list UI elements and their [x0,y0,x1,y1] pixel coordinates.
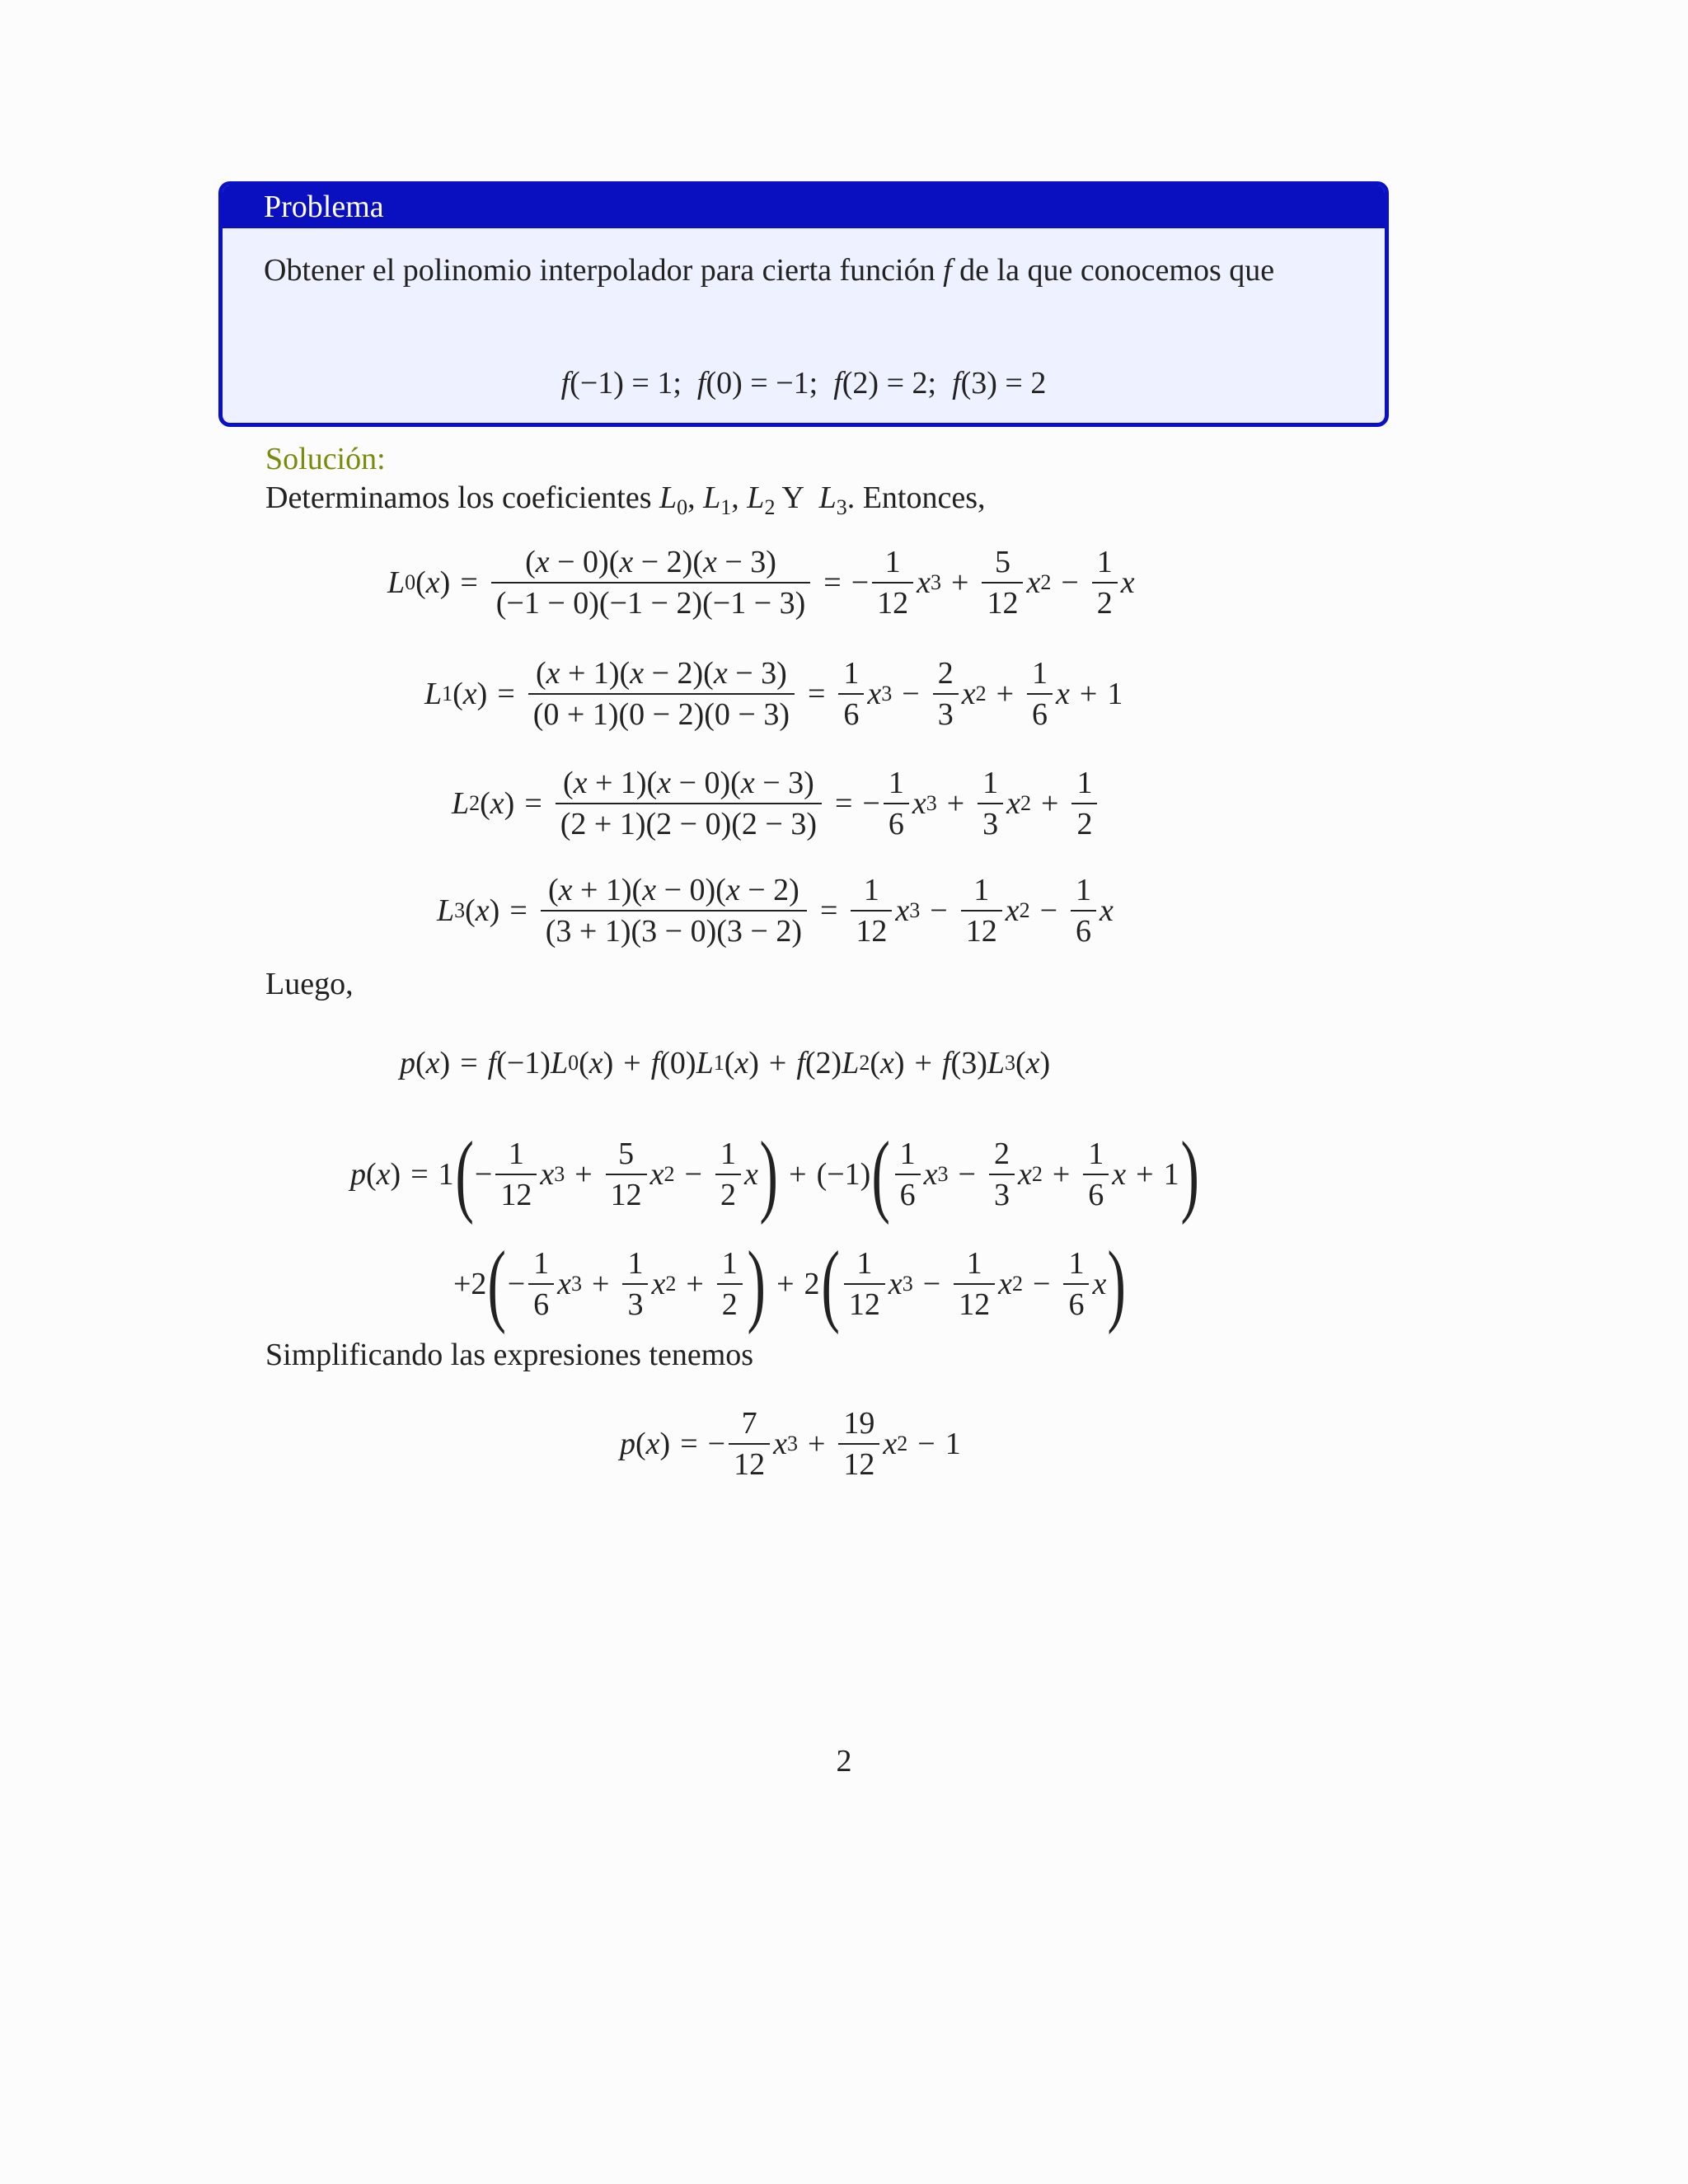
problem-box [218,181,1389,427]
equation-l3: L 3 ( x ) = $\frac{(x + 1)(x - 0)(x - 2)}{(3 + 1)(3 - 0)(3 - 2)}$ = $\frac{1}{12}$ x 3 − $\frac{1}{12}$ x 2 − $\frac{1}{6}$ x [437,873,1114,949]
equation-p-result: p ( x ) = − $\frac{7}{12}$ x 3 + $\frac{19}{12}$ x 2 − 1 [620,1406,961,1482]
equation-l0: L 0 ( x ) = $\frac{(x - 0)(x - 2)(x - 3)}{(-1 - 0)(-1 - 2)(-1 - 3)}$ = − $\frac{1}{12}$ x 3 + $\frac{5}{12}$ x 2 − $\frac{1}{2}$ x [387,545,1135,621]
equation-p-expansion-2: +2 ( − $\frac{1}{6}$ x 3 + $\frac{1}{3}$ x 2 + $\frac{1}{2}$ ) + 2 ( $\frac{1}{12}$ x 3 − $\frac{1}{12}$ x 2 − $\frac{1}{6}$ x ) [453,1233,1127,1335]
equation-p-definition: p ( x ) = f (−1) L 0 ( x ) + f (0) L 1 ( x ) + f (2) L 2 ( x ) + f (3) L 3 ( x ) [400,1046,1051,1080]
problem-values: f(−1) = 1; f(0) = −1; f(2) = 2; f(3) = 2 [560,366,1047,401]
solution-intro: Determinamos los coeficientes $L_0$, $L_1$, $L_2$ Y $L_3$. Entonces, [265,480,986,519]
simplify-text: Simplificando las expresiones tenemos [265,1338,754,1372]
page-number: 2 [836,1744,852,1779]
equation-l2: L 2 ( x ) = $\frac{(x + 1)(x - 0)(x - 3)}{(2 + 1)(2 - 0)(2 - 3)}$ = − $\frac{1}{6}$ x 3 + $\frac{1}{3}$ x 2 + $\frac{1}{2}$ [452,765,1100,842]
problem-statement: Obtener el polinomio interpolador para cierta función f de la que conocemos que [264,253,1275,288]
then-text: Luego, [265,967,354,1001]
equation-l1: L 1 ( x ) = $\frac{(x + 1)(x - 2)(x - 3)}{(0 + 1)(0 - 2)(0 - 3)}$ = $\frac{1}{6}$ x 3 − $\frac{2}{3}$ x 2 + $\frac{1}{6}$ x + 1 [424,656,1123,732]
solution-label: Solución: [265,442,386,476]
equation-p-expansion-1: p ( x ) = 1 ( − $\frac{1}{12}$ x 3 + $\frac{5}{12}$ x 2 − $\frac{1}{2}$ x ) + (−1) ( $\frac{1}{6}$ x 3 − $\frac{2}{3}$ x 2 + $\frac{1}{6}$ x + 1 ) [350,1123,1199,1226]
problem-title: Problema [223,185,1385,228]
